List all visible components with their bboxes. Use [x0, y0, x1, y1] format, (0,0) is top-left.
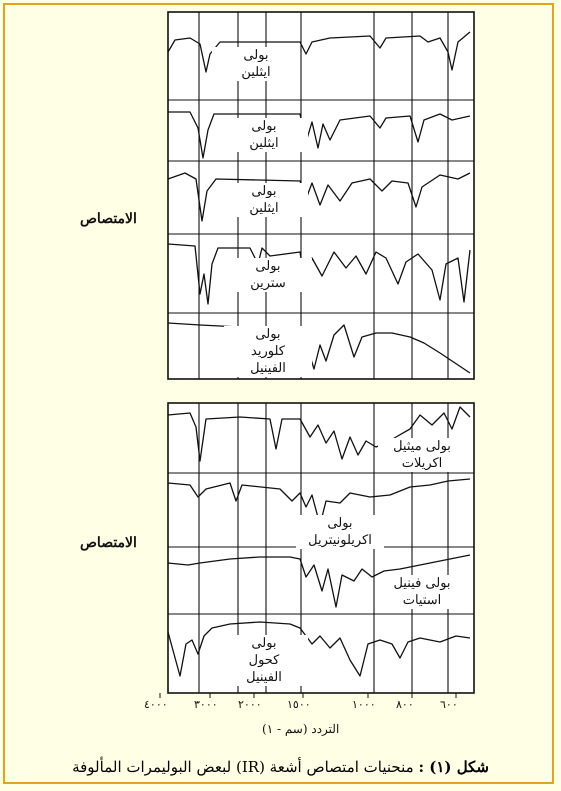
- polymer-label-line: سترين: [250, 276, 286, 291]
- axis-title: التردد (سم - ١): [262, 722, 340, 736]
- polymer-label-line: بولى ميثيل: [393, 439, 451, 454]
- polymer-label: [220, 635, 308, 686]
- axis-tick-label: ٤٠٠٠: [144, 698, 168, 711]
- polymer-label: [220, 183, 308, 217]
- polymer-label-line: بولى: [251, 636, 277, 651]
- polymer-label-line: استيات: [402, 593, 442, 608]
- polymer-label-line: ايثلين: [249, 136, 279, 151]
- caption-prefix: شكل (١) :: [418, 758, 489, 776]
- polymer-label: [220, 118, 308, 152]
- polymer-label-line: بولى: [255, 327, 281, 342]
- absorption-label-top: الامتصاص: [80, 211, 137, 227]
- polymer-label-line: اكريلات: [401, 456, 443, 471]
- polymer-label-line: الفينيل: [250, 361, 286, 376]
- axis-tick-label: ٨٠٠: [396, 698, 414, 711]
- polymer-label: [378, 575, 466, 609]
- polymer-label-line: كلوريد: [251, 344, 285, 359]
- polymer-label: [224, 258, 312, 292]
- figure-caption: [0, 758, 561, 776]
- polymer-label: [296, 515, 384, 549]
- axis-tick-label: ١٠٠٠: [352, 698, 376, 711]
- axis-tick-label: ١٥٠٠: [287, 698, 311, 711]
- polymer-label-line: كحول: [248, 653, 280, 668]
- caption-text: منحنيات امتصاص أشعة (IR) لبعض البوليمرات المألوفة: [72, 758, 414, 776]
- polymer-label-line: بولى: [243, 48, 269, 63]
- polymer-label-line: ايثلين: [249, 201, 279, 216]
- axis-tick-label: ٢٠٠٠: [238, 698, 262, 711]
- polymer-label: [212, 47, 300, 81]
- polymer-label: [378, 438, 466, 472]
- polymer-label-line: بولى: [255, 259, 281, 274]
- polymer-label-line: بولى: [251, 184, 277, 199]
- polymer-label-line: ايثلين: [241, 65, 271, 80]
- polymer-label-line: بولى: [327, 516, 353, 531]
- polymer-label-line: بولى فينيل: [393, 576, 451, 591]
- polymer-label: [224, 326, 312, 377]
- polymer-label-line: الفينيل: [246, 670, 282, 685]
- polymer-label-line: بولى: [251, 119, 277, 134]
- polymer-label-line: اكريلونيتريل: [308, 533, 372, 548]
- absorption-label-bottom: الامتصاص: [80, 535, 137, 551]
- axis-tick-label: ٣٠٠٠: [194, 698, 218, 711]
- axis-tick-label: ٦٠٠: [440, 698, 458, 711]
